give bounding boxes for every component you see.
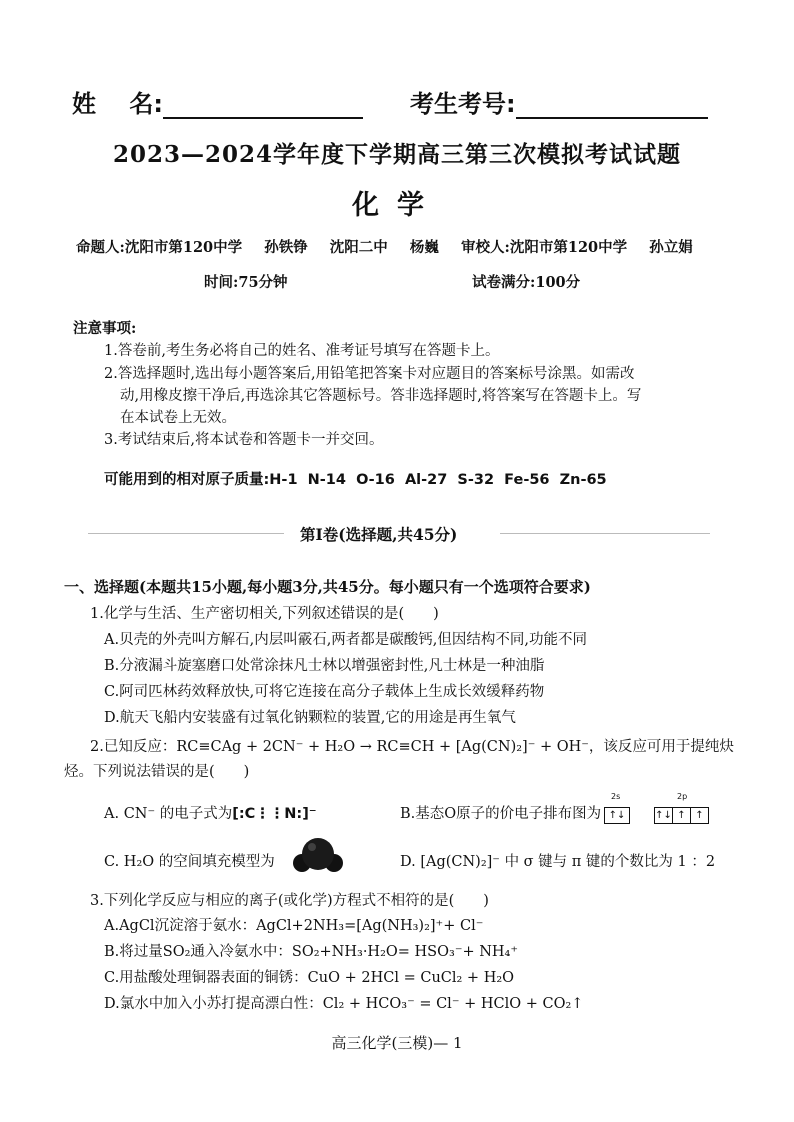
orbital-2p-box: ↑↓: [654, 807, 673, 824]
question-3-option-b: B.将过量SO₂通入冷氨水中：SO₂+NH₃·H₂O= HSO₃⁻+ NH₄⁺: [104, 944, 519, 960]
note-item: 1.答卷前,考生务必将自己的姓名、准考证号填写在答题卡上。: [104, 343, 500, 359]
note-item: 在本试卷上无效。: [120, 410, 236, 426]
option-a-text: A. CN⁻ 的电子式为: [104, 806, 233, 822]
note-item: 3.考试结束后,将本试卷和答题卡一并交回。: [104, 432, 384, 448]
name-label: 姓 名:: [72, 90, 164, 118]
divider: [88, 533, 284, 534]
atomic-masses: 可能用到的相对原子质量:H-1 N-14 O-16 Al-27 S-32 Fe-56 Zn-65: [104, 472, 607, 488]
question-1-option-b: B.分液漏斗旋塞磨口处常涂抹凡士林以增强密封性,凡士林是一种油脂: [104, 658, 545, 674]
subject-title: 化学: [352, 190, 442, 221]
name-blank[interactable]: [163, 95, 363, 119]
question-3-stem: 3.下列化学反应与相应的离子(或化学)方程式不相符的是( ): [90, 893, 489, 909]
question-2-stem-2: 烃。下列说法错误的是( ): [64, 764, 250, 780]
question-3-option-d: D.氯水中加入小苏打提高漂白性：Cl₂ + HCO₃⁻ = Cl⁻ + HClO + CO₂↑: [104, 996, 584, 1012]
name-field[interactable]: [72, 84, 363, 119]
note-item: 2.答选择题时,选出每小题答案后,用铅笔把答案卡对应题目的答案标号涂黑。如需改: [104, 366, 635, 382]
exam-number-field[interactable]: [410, 84, 708, 119]
score-label: 试卷满分:100分: [472, 274, 581, 291]
orbital-2s-box: ↑↓: [604, 807, 630, 824]
question-2-option-a: [104, 802, 317, 823]
question-2-option-d: D. [Ag(CN)₂]⁻ 中 σ 键与 π 键的个数比为 1 ：2: [400, 854, 716, 870]
question-2-option-c: C. H₂O 的空间填充模型为: [104, 854, 275, 870]
question-1-option-d: D.航天飞船内安装盛有过氧化钠颗粒的装置,它的用途是再生氧气: [104, 710, 516, 726]
time-label: 时间:75分钟: [204, 274, 288, 291]
question-1-stem: 1.化学与生活、生产密切相关,下列叙述错误的是( ): [90, 606, 439, 622]
section-title: 第Ⅰ卷(选择题,共45分): [300, 525, 458, 544]
exam-title: 2023—2024学年度下学期高三第三次模拟考试试题: [112, 141, 682, 168]
cn-electron-formula: [:C⋮⋮N:]⁻: [232, 806, 317, 822]
water-space-filling-model: [292, 836, 344, 876]
question-2-stem: 2.已知反应：RC≡CAg + 2CN⁻ + H₂O → RC≡CH + [Ag(CN)₂]⁻ + OH⁻，该反应可用于提纯炔: [90, 739, 734, 755]
authors-line: 命题人:沈阳市第120中学 孙铁铮 沈阳二中 杨巍 审校人:沈阳市第120中学 孙立娟: [76, 239, 693, 256]
exam-number-blank[interactable]: [516, 95, 708, 119]
question-1-option-c: C.阿司匹林药效释放快,可将它连接在高分子载体上生成长效缓释药物: [104, 684, 545, 700]
oxygen-atom: [302, 838, 334, 870]
part-title: 一、选择题(本题共15小题,每小题3分,共45分。每小题只有一个选项符合要求): [64, 578, 591, 596]
question-1-option-a: A.贝壳的外壳叫方解石,内层叫霰石,两者都是碳酸钙,但因结构不同,功能不同: [104, 632, 588, 648]
orbital-2p-label: 2p: [677, 792, 688, 801]
divider: [500, 533, 710, 534]
orbital-2p-box: ↑: [690, 807, 709, 824]
orbital-2p-box: ↑: [672, 807, 691, 824]
exam-number-label: 考生考号:: [410, 90, 516, 118]
orbital-2s-label: 2s: [611, 792, 621, 801]
page-footer: 高三化学(三模)— 1: [331, 1034, 463, 1052]
highlight: [308, 843, 316, 851]
note-item: 动,用橡皮擦干净后,再选涂其它答题标号。答非选择题时,将答案写在答题卡上。写: [120, 388, 642, 404]
question-2-option-b: B.基态O原子的价电子排布图为: [400, 806, 602, 822]
notes-title: 注意事项:: [73, 320, 137, 337]
question-3-option-c: C.用盐酸处理铜器表面的铜锈：CuO + 2HCl = CuCl₂ + H₂O: [104, 970, 515, 986]
question-3-option-a: A.AgCl沉淀溶于氨水：AgCl+2NH₃=[Ag(NH₃)₂]⁺+ Cl⁻: [104, 918, 484, 934]
